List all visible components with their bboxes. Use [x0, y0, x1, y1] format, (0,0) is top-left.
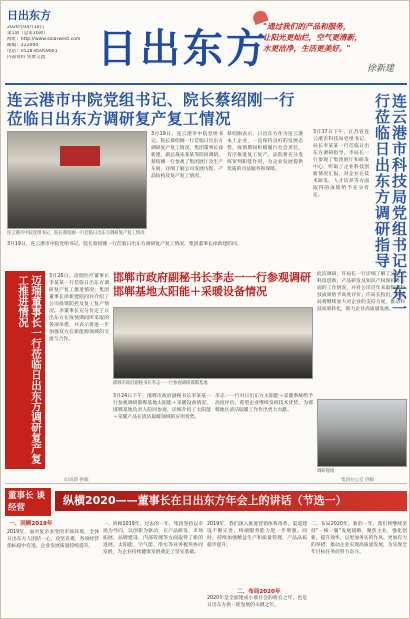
- section-divider: [5, 483, 407, 484]
- right-vertical-headline: 连云港市科技局党组书记许东一行莅临日出东方调研指导: [373, 93, 408, 317]
- meta-line: 2020年04月10日: [7, 25, 45, 30]
- slogan-line: 让阳光更灿烂，空气更清新，: [263, 33, 362, 42]
- middle-article-headline: 邯郸市政府副秘书长李志一一行参观调研邯郸基地太阳能＋采暖设备情况: [113, 271, 311, 298]
- lead-body-col1: 3月19日，连云港市中院党组书记、院长蔡绍刚一行莅临日出东方调研复产复工情况，集团董事长徐新建、副总裁朱某某等陪同调研。蔡绍刚一行参观了集团展厅及生产车间，详细了解公司发展历程、产品结构及复产复工情况。: [151, 132, 223, 179]
- brand-small-logo: 日出东方: [7, 9, 51, 22]
- right-photo-caption: 调研现场: [317, 469, 335, 474]
- feature-col3: 2019年，我们深入推进营销体系改革，渠道建设不断完善，终端服务能力进一步增强。同时，持续加强精益生产和质量管理，产品品质稳步提升。: [207, 522, 307, 548]
- middle-article-col1: 3月24日下午，邯郸市政府副秘书长李某某一行参观调研邯郸基地太阳能＋采暖设备情况。邯郸基地负责人陪同参观，详细介绍了太阳能＋采暖产品在清洁取暖领域的应用优势。: [113, 394, 211, 420]
- slogan: [263, 21, 405, 65]
- newspaper-logo: 日出东方: [97, 25, 269, 72]
- meta-line: 电话：0518-85959001: [7, 49, 58, 54]
- lead-photo: [7, 131, 147, 229]
- meta-line: 内部资料 免费交流: [7, 55, 46, 60]
- chairman-signature: 徐新建: [367, 64, 395, 74]
- right-middle-photo: [317, 399, 407, 467]
- feature-col4: 二、布局2020年。新的一年，我们将继续坚持"一核一翼"发展战略，聚焦主业，强化创新，提升效率，以更加务实的作风、更加有力的举措，推动企业实现高质量发展，为实现全年目标任务而努力奋斗。: [311, 522, 407, 555]
- meta-line: 第1期（总第16期）: [7, 31, 48, 36]
- feature-col2: 一、回顾2019年。过去的一年，集团坚持以市场为导向，以创新为驱动，在产品研发、市场拓展、品牌建设、内部管理等方面取得了新的进展。太阳能、空气能、净水等业务板块协同发展，为企业持续健康发展奠定了坚实基础。: [103, 522, 203, 555]
- feature-column-label: 董事长 谈经营: [5, 488, 51, 516]
- right-middle-body: 此次调研，许局长一行详细了解了公司在科技创新、产品研发及知识产权保护等方面的工作情况，并对公司近年来取得的科技成果给予高度评价。许局长指出，科技局将继续加大对企业的支持力度，推动科技成果转化，助力企业高质量发展。: [317, 272, 405, 312]
- meta-line: 网址：http://www.solarwest.com: [7, 37, 81, 42]
- middle-article-col2: 李志一一行对日出东方太阳能＋采暖系统给予高度评价，希望企业继续发挥技术优势，为邯郸地区清洁取暖工作作出更大贡献。: [215, 394, 313, 413]
- lead-body-col2: 蔡绍刚表示，日出东方作为连云港本土企业，一直保持良好的发展态势，疫情期间积极履行社会责任，有序推进复工复产。法院将充分发挥审判职能作用，为企业发展提供优质的司法服务和保障。: [227, 132, 303, 172]
- feature-col1: 2019年，面对复杂多变的市场环境，全体日出东方人团结一心，攻坚克难，各项经营指标稳中有进，企业发展质量持续提升。: [7, 530, 99, 549]
- middle-photo-caption: 邯郸市政府副秘书长李志一一行参观调研邯郸基地: [113, 381, 208, 386]
- lead-body-bottom: 3月19日，连云港市中院党组书记、院长蔡绍刚一行莅临日出东方调研复产复工情况，集团董事长徐新建陪同。: [7, 242, 242, 247]
- feature-subhead-1: 一、回顾2019年: [9, 521, 53, 527]
- feature-subhead-2: 二、布局2020年: [237, 589, 281, 595]
- issue-meta: [7, 25, 85, 61]
- slogan-line: 水更洁净，生活更美好。": [263, 44, 351, 53]
- middle-article-photo: [113, 307, 313, 379]
- left-article-headline: 迈瑞董事长一行莅临日出东方调研复产复工推进情况: [5, 271, 45, 469]
- feature-col3-bottom: 2020年是全面建成小康社会的收官之年，也是日出东方新一轮发展的关键之年。: [207, 596, 307, 608]
- right-article-credit: 集团办公室 供稿: [341, 478, 374, 483]
- left-article-credit: 文/高新 供稿: [63, 478, 89, 483]
- lead-photo-caption: 连云港市中院党组书记、院长蔡绍刚一行莅临日出东方调研复产复工情况: [7, 231, 145, 236]
- right-article-body: 3月17日下午，江苏省连云港市科技局党组书记、局长李某某一行莅临日出东方调研指导。李局长一行参观了集团展厅和研发中心，听取了企业科技创新情况汇报，对企业在技术研发、人才培养等方面取得的成绩给予充分肯定。: [313, 130, 369, 198]
- feature-banner-title: 纵横2020——董事长在日出东方年会上的讲话（节选一）: [55, 491, 407, 511]
- left-article-body: 3月26日，迈瑞医疗董事长李某某一行莅临日出东方调研复产复工推进情况。集团董事长徐新建陪同并介绍了公司疫情防控及复工复产情况。李董事长充分肯定了日出东方在疫情期间所采取的各项举措，并表示将进一步加强双方在新能源领域的交流与合作。: [49, 274, 109, 342]
- masthead: [5, 5, 407, 85]
- meta-line: 邮编：222000: [7, 43, 39, 48]
- slogan-line: "通过我们的产品和服务，: [263, 22, 351, 31]
- lead-headline: 连云港市中院党组书记、院长蔡绍刚一行莅临日出东方调研复产复工情况: [7, 91, 296, 128]
